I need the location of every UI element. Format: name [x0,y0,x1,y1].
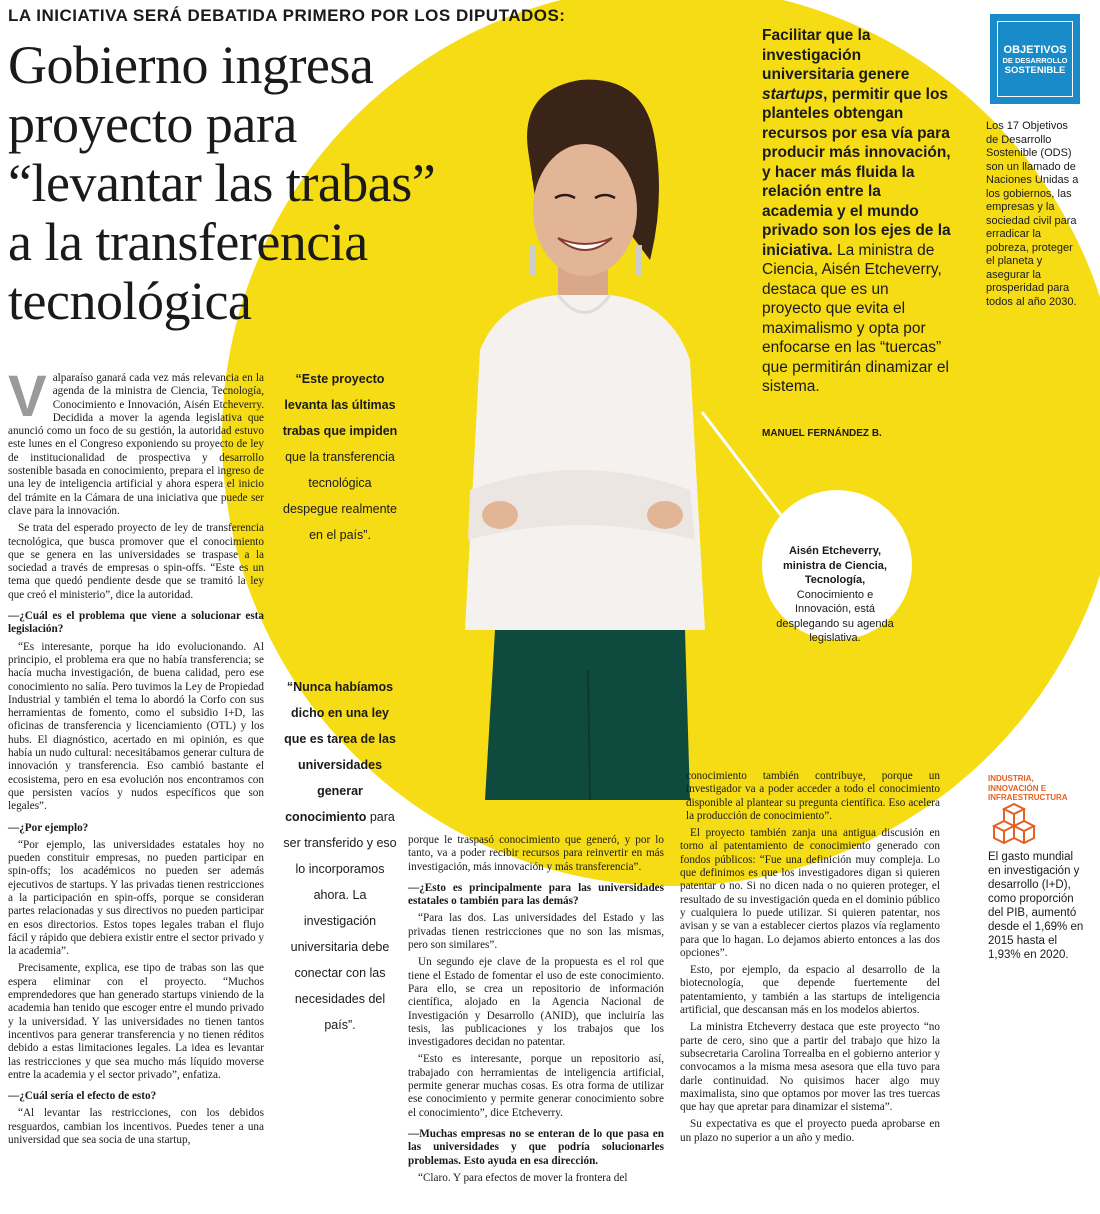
interview-question: —¿Esto es principalmente para las universidades estatales o también para las demás? [408,881,664,908]
lead-bold-italic: startups [762,85,824,103]
lead-regular: La ministra de Ciencia, Aisén Etcheverry, destaca que es un proyecto que evita el maximalismo y opta por enfocarse en las “tuercas” que permitirán dinamizar el sistema. [762,241,949,395]
pull-quote-1 [282,366,398,548]
goal9-label: INDUSTRIA, INNOVACIÓN E INFRAESTRUCTURA [988,774,1068,802]
interview-question: —¿Por ejemplo? [8,821,89,834]
lead-bold: Facilitar que la investigación universitaria genere [762,27,910,83]
paragraph: Esto, por ejemplo, da espacio al desarrollo de la biotecnología, que depende fuertemente del patentamiento, y también a las startups de inteligencia artificial, que descansan más en los modelos abiertos. [680,964,940,1017]
lead-paragraph [762,26,952,397]
pull-quote-2-regular: para ser transferido y eso lo incorporamos ahora. La investigación universitaria debe conectar con las necesidades del país”. [283,810,397,1032]
article-column-4-body [680,827,940,1145]
paragraph: conocimiento también contribuye, porque un investigador va a poder acceder a todo el conocimiento disponible al plantear su pregunta científica. Eso acelera la producción de conocimiento”. [686,770,940,822]
lead-bold-2: , permitir que los planteles obtengan recursos por esa vía para producir más innovación, y hacer más fluida la relación entre la academia y el mundo privado son los ejes de la iniciativa. [762,85,951,259]
paragraph: Un segundo eje clave de la propuesta es el rol que tiene el Estado de fomentar el uso de este conocimiento. Para ello, se crea un repositorio de información científica, alojado en la Agencia Nacional de Investigación y Desarrollo (ANID), que incluiría las tesis, las publicaciones y los trabajos que los investigadores decidan no patentar. [408,956,664,1049]
ods-line-1: OBJETIVOS [1003,44,1067,56]
ods-line-2: DE DESARROLLO [1002,56,1068,65]
goal9-text: El gasto mundial en investigación y desarrollo (I+D), como proporción del PIB, aumentó desde el 1,69% en 2015 hasta el 1,93% en 2020. [988,851,1084,961]
caption-bold: Aisén Etcheverry, ministra de Ciencia, Tecnología, [783,545,887,586]
headline-line: Gobierno ingresa [8,35,374,95]
pull-quote-1-bold: “Este proyecto levanta las últimas trabas que impiden [282,372,398,438]
pull-quote-2-bold: “Nunca habíamos dicho en una ley que es tarea de las universidades generar conocimiento [284,680,396,824]
paragraph: “Por ejemplo, las universidades estatales hoy no pueden constituir empresas, no pueden participar en spin-offs; los académicos no pueden ser además ejecutivos de startups. Y las privadas tienen restricciones a la participación en spin-offs, porque se consideran partes relacionadas y sus directivos no pueden participar en esos directorios. Estos topes legales traban el flujo fácil y rápido que debiera existir entre el sector privado y la academia”. [8,838,264,958]
caption-regular: Conocimiento e Innovación, está desplegando su agenda legislativa. [776,588,894,644]
paragraph: La ministra Etcheverry destaca que este proyecto “no parte de cero, sino que a partir del trabajo que hizo la subsecretaria Carolina Torrealba en el gobierno anterior y convocamos a la misma mesa asesora que ella tuvo para darle continuidad. No quisimos hacer algo muy maximalista, sino que optamos por mover las tres tuercas que hay que apretar para dinamizar el sistema”. [680,1021,940,1114]
kicker: LA INICIATIVA SERÁ DEBATIDA PRIMERO POR LOS DIPUTADOS: [8,6,566,25]
paragraph: El proyecto también zanja una antigua discusión en torno al patentamiento de conocimiento generado con fondos públicos: “Fue una definición muy compleja. Lo que definimos es que los investigadores digan si quieren patentar o no. Si no dicen nada o no quieren proteger, el resultado de su investigación queda en el dominio público y cualquiera lo puede utilizar. Si quieren patentar, nos avisan y se van a establecer ciertos plazos vía reglamento para que lo hagan. Lo dejamos abierto entonces a las dos opciones”. [680,827,940,959]
photo-credit: MANUEL FERNÁNDEZ B. [762,428,882,439]
paragraph: “Claro. Y para efectos de mover la frontera del [418,1171,628,1184]
headline-line: a la transferencia [8,212,368,272]
interview-question: —Muchas empresas no se enteran de lo que pasa en las universidades y que podría solucionarles problemas. Esto ayuda en esa dirección. [408,1127,664,1167]
paragraph: porque le traspasó conocimiento que generó, y por lo tanto, va a poder recibir recursos para reinvertir en más investigación, más innovación y más transferencia”. [408,834,664,873]
ods-line-3: SOSTENIBLE [1004,65,1066,76]
paragraph: “Esto es interesante, porque un repositorio así, trabajado con herramientas de inteligencia artificial, permite generar muchas cosas. Es otra forma de utilizar ese conocimiento y permite generar conocimiento sobre el conocimiento”, dice Etcheverry. [408,1053,664,1119]
headline-line: proyecto para [8,94,297,154]
article-column-1 [8,364,264,1151]
paragraph: “Es interesante, porque ha ido evolucionando. Al principio, el problema era que no había transferencia; se hacía mucha investigación, de buena calidad, pero ese conocimiento no salía. Pero tuvimos la Ley de Propiedad Industrial y también el tema lo abordó la Corfo con sus herramientas de fomento, como el subsidio I+D, las oficinas de transferencia y licenciamiento (OTL) y los hubs. El diagnóstico, acertado en mi opinión, es que había un nudo cultural: necesitábamos generar cultura de innovación y transferencia. Eso cambió bastante el ecosistema, pero en esa evolución nos encontramos con que persisten vacíos y nudos específicos que son legales”. [8,640,264,813]
pull-quote-1-regular: que la transferencia tecnológica despegue realmente en el país”. [283,450,397,542]
headline [8,36,528,331]
paragraph: “Para las dos. Las universidades del Estado y las privadas tienen restricciones que no son las mismas, pero son similares”. [408,912,664,952]
article-column-3 [408,834,664,1189]
headline-line: “levantar las trabas” [8,153,436,213]
paragraph: Se trata del esperado proyecto de ley de transferencia tecnológica, que busca promover que el conocimiento que se genera en las universidades se traspase a la sociedad a través de empresas o spin-offs. “Este es un tema que quedó pendiente desde que se tramitó la ley que creó el ministerio”, dice la autoridad. [8,522,264,601]
paragraph: “Al levantar las restricciones, con los debidos resguardos, cambian los incentivos. Puedes tener a una universidad que sea socia de una startup, [8,1107,264,1147]
paragraph: Su expectativa es que el proyecto pueda aprobarse en un plazo no superior a un año y medio. [680,1118,940,1144]
ods-logo-frame [997,21,1073,97]
ods-logo [990,14,1080,104]
article-column-4 [680,770,940,1149]
paragraph: alparaíso ganará cada vez más relevancia en la agenda de la ministra de Ciencia, Tecnología, Conocimiento e Innovación, Aisén Etcheverry. Decidida a mover la agenda legislativa que anunció como un foco de su gestión, la autoridad estuvo este lunes en el Congreso exponiendo su proyecto de ley de institucionalidad de prospectiva y desarrollo sostenible basada en conocimiento, prepara el ingreso de una ley de inteligencia artificial y ahora espera el inicio del trámite en la Cámara de una iniciativa que puede ser clave para la innovación. [8,372,264,517]
cubes-icon [990,802,1038,844]
photo-caption [770,544,900,646]
pull-quote-2 [282,674,398,1038]
headline-line: tecnológica [8,271,252,331]
paragraph: Precisamente, explica, ese tipo de trabas son las que espera eliminar con el proyecto. “Muchos emprendedores que han generado startups viniendo de la academia han tenido que escoger entre el mundo privado y la universidad. Y las universidades no tienen tantos incentivos para generar transferencia y no tienen réditos debido a estas limitaciones legales. La idea es levantar las restricciones y que sea mucho más líquido moverse entre la academia y el sector privado”, enfatiza. [8,962,264,1081]
ods-description: Los 17 Objetivos de Desarrollo Sostenible (ODS) son un llamado de Naciones Unidas a los gobiernos, las empresas y la sociedad civil para erradicar la pobreza, proteger el planeta y asegurar la prosperidad para todos al año 2030. [986,120,1079,308]
dropcap: V [8,364,47,429]
interview-question: —¿Cuál sería el efecto de esto? [8,1090,157,1103]
interview-question: —¿Cuál es el problema que viene a solucionar esta legislación? [8,610,264,636]
